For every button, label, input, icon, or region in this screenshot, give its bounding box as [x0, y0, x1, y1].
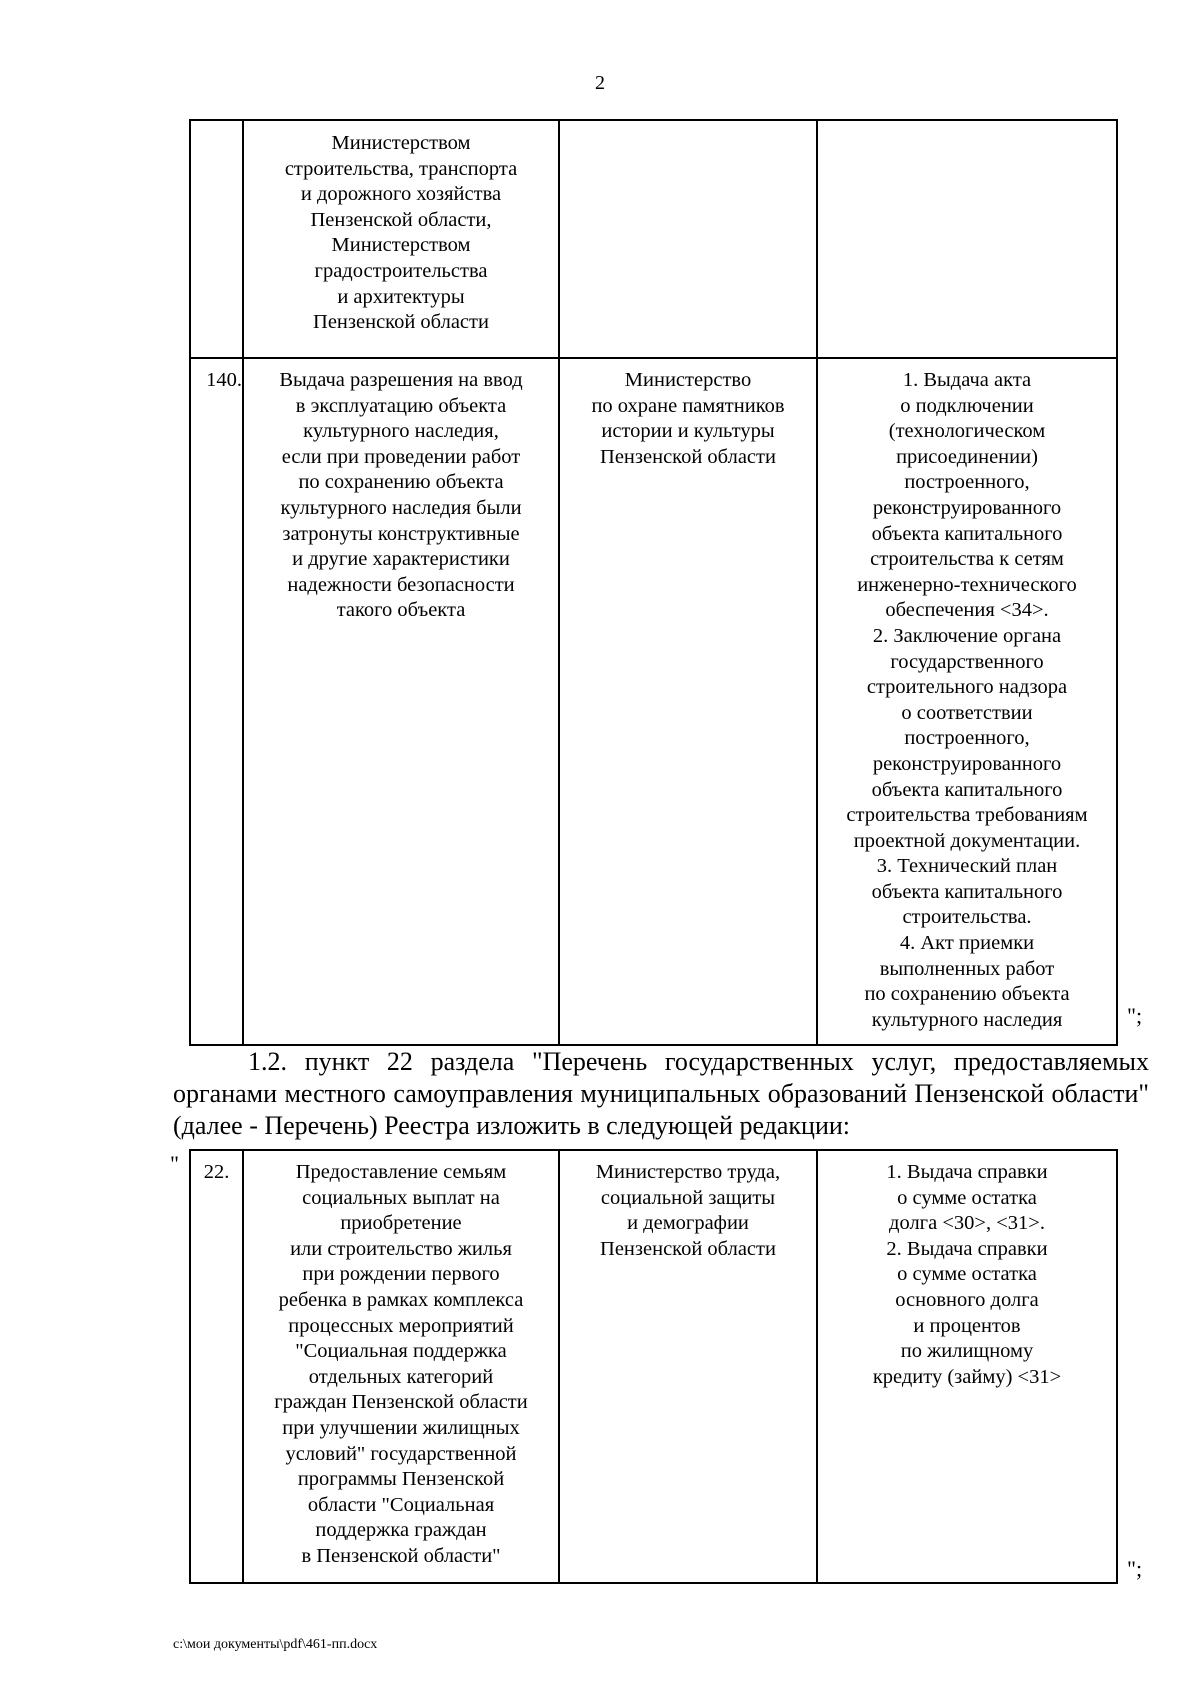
page-number: 2: [595, 72, 605, 94]
closing-quote-mark: ";: [1127, 1556, 1143, 1581]
row-number-cell: [190, 120, 243, 358]
closing-quote-mark: ";: [1127, 1003, 1143, 1028]
authority-cell: Министерство труда, социальной защиты и демографии Пензенской области: [559, 1150, 817, 1583]
service-name-cell: Выдача разрешения на ввод в эксплуатацию объекта культурного наследия, если при проведении работ по сохранению объекта культурного наследия были затронуты конструктивные и другие характеристики надежности безопасности такого объекта: [243, 358, 559, 1045]
services-table-replacement: [189, 1149, 1118, 1584]
documents-cell: 1. Выдача акта о подключении (технологическом присоединении) построенного, реконструированного объекта капитального строительства к сетям инженерно-технического обеспечения <34>. 2. Заключение органа государственного строительного надзора о соответствии построенного, реконструированного объекта капитального строительства требованиям проектной документации. 3. Технический план объекта капитального строительства. 4. Акт приемки выполненных работ по сохранению объекта культурного наследия: [817, 358, 1117, 1045]
documents-cell: 1. Выдача справки о сумме остатка долга <30>, <31>. 2. Выдача справки о сумме остатка основного долга и процентов по жилищному кредиту (займу) <31>: [817, 1150, 1117, 1583]
file-path-footer: c:\мои документы\pdf\461-пп.docx: [173, 1637, 378, 1652]
service-name-cell: Предоставление семьям социальных выплат на приобретение или строительство жилья при рождении первого ребенка в рамках комплекса процессных мероприятий "Социальная поддержка отдельных категорий граждан Пензенской области при улучшении жилищных условий" государственной программы Пензенской области "Социальная поддержка граждан в Пензенской области": [243, 1150, 559, 1583]
documents-cell: [817, 120, 1117, 358]
row-number-cell: 22.: [190, 1150, 243, 1583]
authority-cell: Министерство по охране памятников истории и культуры Пензенской области: [559, 358, 817, 1045]
table-row: [190, 120, 1117, 358]
authority-cell: [559, 120, 817, 358]
row-number-cell: 140.: [190, 358, 243, 1045]
table-row: [190, 358, 1117, 1045]
opening-quote-mark: ": [170, 1151, 179, 1176]
amendment-paragraph: 1.2. пункт 22 раздела "Перечень государственных услуг, предоставляемых органами местного самоуправления муниципальных образований Пензенской области" (далее - Перечень) Реестра изложить в следующей редакции:: [173, 1047, 1149, 1140]
service-name-cell: Министерством строительства, транспорта и дорожного хозяйства Пензенской области, Министерством градостроительства и архитектуры Пензенской области: [243, 120, 559, 358]
table-row: [190, 1150, 1117, 1583]
services-table-continuation: [189, 119, 1118, 1046]
